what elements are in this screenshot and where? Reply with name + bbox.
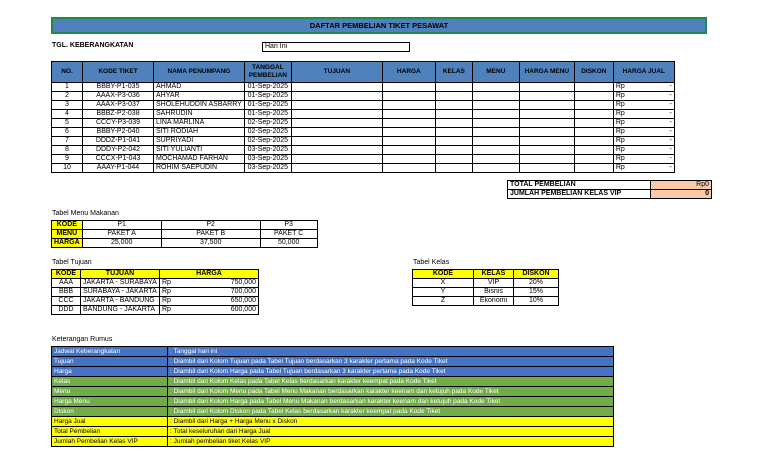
cell-harga-jual[interactable] <box>613 110 674 119</box>
keterangan-description[interactable]: : Diambil dari Harga + Harga Menu x Diskon <box>168 417 614 427</box>
keterangan-description[interactable]: : Diambil dari Kolom Diskon pada Tabel Kelas berdasarkan karakter keempat pada Kode Tiket <box>168 407 614 417</box>
menu-price-cell[interactable]: 50,000 <box>260 239 317 248</box>
cell-tujuan[interactable] <box>291 110 382 119</box>
menu-price-cell[interactable]: 37,500 <box>161 239 260 248</box>
menu-row-label-harga: HARGA <box>52 239 83 248</box>
cell-kode-tiket[interactable]: DDDY-P2-042 <box>83 146 154 155</box>
cell-kode-tiket[interactable]: BBBZ-P2-038 <box>83 110 154 119</box>
keterangan-row <box>52 397 614 407</box>
keterangan-description[interactable]: : Jumlah pembelian tiket Kelas VIP <box>168 437 614 447</box>
tujuan-row <box>52 279 259 288</box>
cell-kelas[interactable] <box>435 128 472 137</box>
cell-harga[interactable] <box>382 146 435 155</box>
cell-harga-jual[interactable] <box>613 155 674 164</box>
header-tujuan[interactable]: TUJUAN <box>291 62 382 83</box>
keterangan-row <box>52 377 614 387</box>
cell-tanggal[interactable]: 01-Sep-2025 <box>244 110 291 119</box>
kelas-name-cell[interactable]: Bisnis <box>474 288 514 297</box>
cell-no[interactable]: 9 <box>52 155 83 164</box>
keterangan-row <box>52 417 614 427</box>
cell-tanggal[interactable]: 03-Sep-2025 <box>244 146 291 155</box>
cell-nama[interactable]: SHOLEHUDDIN ASBARRY <box>154 101 245 110</box>
total-value[interactable]: Rp0 <box>651 181 712 190</box>
menu-kode-cell[interactable]: P2 <box>161 221 260 230</box>
cell-harga[interactable] <box>382 128 435 137</box>
cell-menu[interactable] <box>472 164 519 173</box>
kelas-diskon-cell[interactable]: 20% <box>514 279 559 288</box>
cell-harga-menu[interactable] <box>519 155 574 164</box>
keterangan-description[interactable]: : Diambil dari Kolom Menu pada Tabel Menu Makanan berdasarkan karakter keenam dan ketujuh pada Kode Tiket <box>168 387 614 397</box>
cell-menu[interactable] <box>472 119 519 128</box>
cell-harga[interactable] <box>382 119 435 128</box>
keterangan-field-name[interactable]: Jadwal Keberangkatan <box>52 347 168 357</box>
tujuan-table-caption: Tabel Tujuan <box>52 259 92 266</box>
cell-tujuan[interactable] <box>291 155 382 164</box>
cell-tujuan[interactable] <box>291 164 382 173</box>
tujuan-kode-cell[interactable]: DDD <box>52 306 81 315</box>
menu-price-cell[interactable]: 25,000 <box>82 239 161 248</box>
empty-value: - <box>669 146 672 153</box>
keterangan-description[interactable]: : Diambil dari Kolom Harga pada Tabel Tujuan berdasarkan 3 karakter pertama pada Kode Tiket <box>168 367 614 377</box>
cell-tujuan[interactable] <box>291 146 382 155</box>
keterangan-row <box>52 387 614 397</box>
cell-tanggal[interactable]: 03-Sep-2025 <box>244 155 291 164</box>
tujuan-price-cell[interactable] <box>160 288 259 297</box>
cell-menu[interactable] <box>472 83 519 92</box>
header-diskon[interactable]: DISKON <box>574 62 613 83</box>
cell-harga-jual[interactable] <box>613 119 674 128</box>
keterangan-caption: Keterangan Rumus <box>52 336 113 343</box>
menu-name-cell[interactable]: PAKET B <box>161 230 260 239</box>
price-value: 600,000 <box>230 306 256 313</box>
currency-label: Rp <box>615 155 625 162</box>
cell-tanggal[interactable]: 01-Sep-2025 <box>244 92 291 101</box>
cell-menu[interactable] <box>472 110 519 119</box>
empty-value: - <box>669 119 672 126</box>
keterangan-field-name[interactable]: Harga Jual <box>52 417 168 427</box>
keterangan-field-name[interactable]: Kelas <box>52 377 168 387</box>
menu-table-caption: Tabel Menu Makanan <box>52 210 119 217</box>
kelas-table <box>412 269 559 306</box>
kelas-header-diskon[interactable]: DISKON <box>514 270 559 279</box>
cell-diskon[interactable] <box>574 101 613 110</box>
cell-diskon[interactable] <box>574 164 613 173</box>
cell-kode-tiket[interactable]: CCCY-P3-039 <box>83 119 154 128</box>
ticket-row <box>52 137 675 146</box>
cell-menu[interactable] <box>472 128 519 137</box>
kelas-name-cell[interactable]: Ekonomi <box>474 297 514 306</box>
currency-label: Rp <box>615 128 625 135</box>
header-harga-jual[interactable]: HARGA JUAL <box>613 62 674 83</box>
empty-value: - <box>669 164 672 171</box>
cell-no[interactable]: 3 <box>52 101 83 110</box>
cell-harga-menu[interactable] <box>519 101 574 110</box>
cell-diskon[interactable] <box>574 155 613 164</box>
cell-nama[interactable]: LINA MARLINA <box>154 119 245 128</box>
tujuan-price-cell[interactable] <box>160 306 259 315</box>
cell-tujuan[interactable] <box>291 83 382 92</box>
cell-tanggal[interactable]: 02-Sep-2025 <box>244 128 291 137</box>
ticket-row <box>52 164 675 173</box>
ticket-row <box>52 155 675 164</box>
keterangan-field-name[interactable]: Diskon <box>52 407 168 417</box>
cell-harga-menu[interactable] <box>519 92 574 101</box>
header-kelas[interactable]: KELAS <box>435 62 472 83</box>
tujuan-kode-cell[interactable]: AAA <box>52 279 81 288</box>
cell-harga[interactable] <box>382 137 435 146</box>
keterangan-field-name[interactable]: Total Pembelian <box>52 427 168 437</box>
currency-label: Rp <box>615 92 625 99</box>
header-nama[interactable]: NAMA PENUMPANG <box>154 62 245 83</box>
ticket-row <box>52 119 675 128</box>
kelas-kode-cell[interactable]: Y <box>413 288 474 297</box>
tujuan-row <box>52 297 259 306</box>
empty-value: - <box>669 137 672 144</box>
kelas-row <box>413 297 559 306</box>
menu-row-label-menu: MENU <box>52 230 83 239</box>
cell-kode-tiket[interactable]: AAAY-P1-044 <box>83 164 154 173</box>
tujuan-row <box>52 288 259 297</box>
cell-kelas[interactable] <box>435 164 472 173</box>
cell-harga[interactable] <box>382 92 435 101</box>
cell-kelas[interactable] <box>435 83 472 92</box>
currency-label: Rp <box>162 279 171 286</box>
menu-kode-cell[interactable]: P3 <box>260 221 317 230</box>
cell-no[interactable]: 8 <box>52 146 83 155</box>
tujuan-row <box>52 306 259 315</box>
kelas-kode-cell[interactable]: Z <box>413 297 474 306</box>
currency-label: Rp <box>615 101 625 108</box>
cell-diskon[interactable] <box>574 146 613 155</box>
empty-value: - <box>669 110 672 117</box>
total-label: TOTAL PEMBELIAN <box>508 181 651 190</box>
header-menu[interactable]: MENU <box>472 62 519 83</box>
currency-label: Rp <box>615 83 625 90</box>
cell-menu[interactable] <box>472 92 519 101</box>
cell-kelas[interactable] <box>435 155 472 164</box>
cell-harga[interactable] <box>382 101 435 110</box>
cell-kode-tiket[interactable]: AAAX-P3-036 <box>83 92 154 101</box>
departure-value-cell[interactable]: Hari Ini <box>262 42 410 52</box>
menu-name-cell[interactable]: PAKET C <box>260 230 317 239</box>
cell-nama[interactable]: SAHRUDIN <box>154 110 245 119</box>
ticket-row <box>52 128 675 137</box>
price-value: 650,000 <box>230 297 256 304</box>
keterangan-description[interactable]: : Diambil dari Kolom Kelas pada Tabel Kelas berdasarkan karakter keempat pada Kode Tiket <box>168 377 614 387</box>
keterangan-description[interactable]: : Diambil dari Kolom Harga pada Tabel Menu Makanan berdasarkan karakter keenam dan ketujuh pada Kode Tiket <box>168 397 614 407</box>
cell-menu[interactable] <box>472 146 519 155</box>
cell-harga-jual[interactable] <box>613 83 674 92</box>
cell-harga-jual[interactable] <box>613 101 674 110</box>
cell-diskon[interactable] <box>574 110 613 119</box>
cell-harga-menu[interactable] <box>519 83 574 92</box>
keterangan-row <box>52 407 614 417</box>
cell-harga-jual[interactable] <box>613 92 674 101</box>
keterangan-description[interactable]: : Diambil dari Kolom Tujuan pada Tabel Tujuan berdasarkan 3 karakter pertama pada Kode Tiket <box>168 357 614 367</box>
cell-harga-jual[interactable] <box>613 146 674 155</box>
currency-label: Rp <box>162 297 171 304</box>
keterangan-row <box>52 427 614 437</box>
vip-value[interactable]: 0 <box>651 190 712 199</box>
header-no[interactable]: NO. <box>52 62 83 83</box>
keterangan-field-name[interactable]: Tujuan <box>52 357 168 367</box>
cell-harga-jual[interactable] <box>613 128 674 137</box>
tujuan-price-cell[interactable] <box>160 279 259 288</box>
currency-label: Rp <box>615 164 625 171</box>
keterangan-field-name[interactable]: Menu <box>52 387 168 397</box>
ticket-row <box>52 92 675 101</box>
kelas-diskon-cell[interactable]: 10% <box>514 297 559 306</box>
cell-tujuan[interactable] <box>291 137 382 146</box>
cell-nama[interactable]: SUPRIYADI <box>154 137 245 146</box>
cell-kode-tiket[interactable]: BBBY-P1-035 <box>83 83 154 92</box>
cell-harga-menu[interactable] <box>519 146 574 155</box>
kelas-row <box>413 279 559 288</box>
cell-nama[interactable]: AHMAD <box>154 83 245 92</box>
header-kode-tiket[interactable]: KODE TIKET <box>83 62 154 83</box>
cell-nama[interactable]: SITI RODIAH <box>154 128 245 137</box>
currency-label: Rp <box>162 306 171 313</box>
cell-harga[interactable] <box>382 164 435 173</box>
tujuan-name-cell[interactable]: SURABAYA - JAKARTA <box>81 288 160 297</box>
kelas-table-caption: Tabel Kelas <box>413 259 450 266</box>
cell-harga-menu[interactable] <box>519 137 574 146</box>
ticket-row <box>52 110 675 119</box>
cell-no[interactable]: 6 <box>52 128 83 137</box>
cell-tanggal[interactable]: 02-Sep-2025 <box>244 137 291 146</box>
price-value: 750,000 <box>230 279 256 286</box>
empty-value: - <box>669 101 672 108</box>
empty-value: - <box>669 92 672 99</box>
departure-label: TGL. KEBERANGKATAN <box>52 42 134 49</box>
keterangan-field-name[interactable]: Jumlah Pembelian Kelas VIP <box>52 437 168 447</box>
kelas-kode-cell[interactable]: X <box>413 279 474 288</box>
tujuan-header-kode[interactable]: KODE <box>52 270 81 279</box>
header-harga[interactable]: HARGA <box>382 62 435 83</box>
header-tanggal[interactable]: TANGGAL PEMBELIAN <box>244 62 291 83</box>
cell-diskon[interactable] <box>574 137 613 146</box>
price-value: 700,000 <box>230 288 256 295</box>
cell-kelas[interactable] <box>435 137 472 146</box>
ticket-row <box>52 101 675 110</box>
cell-harga-menu[interactable] <box>519 110 574 119</box>
keterangan-field-name[interactable]: Harga <box>52 367 168 377</box>
currency-label: Rp <box>162 288 171 295</box>
menu-name-cell[interactable]: PAKET A <box>82 230 161 239</box>
tujuan-name-cell[interactable]: JAKARTA - BANDUNG <box>81 297 160 306</box>
kelas-header-kelas[interactable]: KELAS <box>474 270 514 279</box>
cell-menu[interactable] <box>472 137 519 146</box>
keterangan-table <box>51 346 614 447</box>
cell-harga[interactable] <box>382 83 435 92</box>
ticket-row <box>52 83 675 92</box>
cell-no[interactable]: 1 <box>52 83 83 92</box>
cell-harga[interactable] <box>382 110 435 119</box>
cell-tujuan[interactable] <box>291 92 382 101</box>
cell-nama[interactable]: ROHIM SAEPUDIN <box>154 164 245 173</box>
tujuan-kode-cell[interactable]: BBB <box>52 288 81 297</box>
totals-table <box>507 180 712 199</box>
kelas-diskon-cell[interactable]: 15% <box>514 288 559 297</box>
kelas-row <box>413 288 559 297</box>
cell-kelas[interactable] <box>435 146 472 155</box>
cell-menu[interactable] <box>472 155 519 164</box>
menu-table <box>51 220 318 248</box>
cell-harga-menu[interactable] <box>519 119 574 128</box>
cell-kelas[interactable] <box>435 101 472 110</box>
cell-harga-menu[interactable] <box>519 128 574 137</box>
cell-diskon[interactable] <box>574 128 613 137</box>
cell-no[interactable]: 7 <box>52 137 83 146</box>
cell-nama[interactable]: AHYAR <box>154 92 245 101</box>
header-harga-menu[interactable]: HARGA MENU <box>519 62 574 83</box>
cell-no[interactable]: 4 <box>52 110 83 119</box>
cell-harga[interactable] <box>382 155 435 164</box>
keterangan-row <box>52 367 614 377</box>
tujuan-header-tujuan[interactable]: TUJUAN <box>81 270 160 279</box>
cell-kode-tiket[interactable]: BBBY-P2-040 <box>83 128 154 137</box>
vip-label: JUMLAH PEMBELIAN KELAS VIP <box>508 190 651 199</box>
keterangan-row <box>52 437 614 447</box>
currency-label: Rp <box>615 110 625 117</box>
ticket-table <box>51 61 675 173</box>
keterangan-row <box>52 357 614 367</box>
kelas-header-kode[interactable]: KODE <box>413 270 474 279</box>
ticket-table-header <box>52 62 675 83</box>
cell-tujuan[interactable] <box>291 128 382 137</box>
cell-harga-menu[interactable] <box>519 164 574 173</box>
kelas-name-cell[interactable]: VIP <box>474 279 514 288</box>
empty-value: - <box>669 128 672 135</box>
keterangan-field-name[interactable]: Harga Menu <box>52 397 168 407</box>
tujuan-header-harga[interactable]: HARGA <box>160 270 259 279</box>
tujuan-kode-cell[interactable]: CCC <box>52 297 81 306</box>
tujuan-price-cell[interactable] <box>160 297 259 306</box>
tujuan-table <box>51 269 259 315</box>
cell-tanggal[interactable]: 01-Sep-2025 <box>244 101 291 110</box>
cell-nama[interactable]: SITI YULIANTI <box>154 146 245 155</box>
cell-diskon[interactable] <box>574 119 613 128</box>
cell-no[interactable]: 5 <box>52 119 83 128</box>
cell-tanggal[interactable]: 03-Sep-2025 <box>244 164 291 173</box>
keterangan-row <box>52 347 614 357</box>
cell-menu[interactable] <box>472 101 519 110</box>
empty-value: - <box>669 155 672 162</box>
cell-nama[interactable]: MOCHAMAD FARHAN <box>154 155 245 164</box>
empty-value: - <box>669 83 672 90</box>
tujuan-name-cell[interactable]: BANDUNG - JAKARTA <box>81 306 160 315</box>
cell-harga-jual[interactable] <box>613 164 674 173</box>
sheet-title: DAFTAR PEMBELIAN TIKET PESAWAT <box>51 17 707 34</box>
cell-harga-jual[interactable] <box>613 137 674 146</box>
cell-kelas[interactable] <box>435 119 472 128</box>
menu-row-label-kode: KODE <box>52 221 83 230</box>
ticket-row <box>52 146 675 155</box>
cell-no[interactable]: 2 <box>52 92 83 101</box>
cell-kode-tiket[interactable]: DDDZ-P1-041 <box>83 137 154 146</box>
currency-label: Rp <box>615 146 625 153</box>
cell-tujuan[interactable] <box>291 119 382 128</box>
cell-kelas[interactable] <box>435 110 472 119</box>
cell-no[interactable]: 10 <box>52 164 83 173</box>
cell-tanggal[interactable]: 02-Sep-2025 <box>244 119 291 128</box>
currency-label: Rp <box>615 137 625 144</box>
currency-label: Rp <box>615 119 625 126</box>
menu-kode-cell[interactable]: P1 <box>82 221 161 230</box>
cell-diskon[interactable] <box>574 83 613 92</box>
cell-diskon[interactable] <box>574 92 613 101</box>
tujuan-name-cell[interactable]: JAKARTA - SURABAYA <box>81 279 160 288</box>
cell-kelas[interactable] <box>435 92 472 101</box>
keterangan-description[interactable]: : Total keseluruhan dari Harga Jual <box>168 427 614 437</box>
cell-kode-tiket[interactable]: CCCX-P1-043 <box>83 155 154 164</box>
cell-tanggal[interactable]: 01-Sep-2025 <box>244 83 291 92</box>
cell-kode-tiket[interactable]: AAAX-P3-037 <box>83 101 154 110</box>
cell-tujuan[interactable] <box>291 101 382 110</box>
keterangan-description[interactable]: : Tanggal hari ini <box>168 347 614 357</box>
